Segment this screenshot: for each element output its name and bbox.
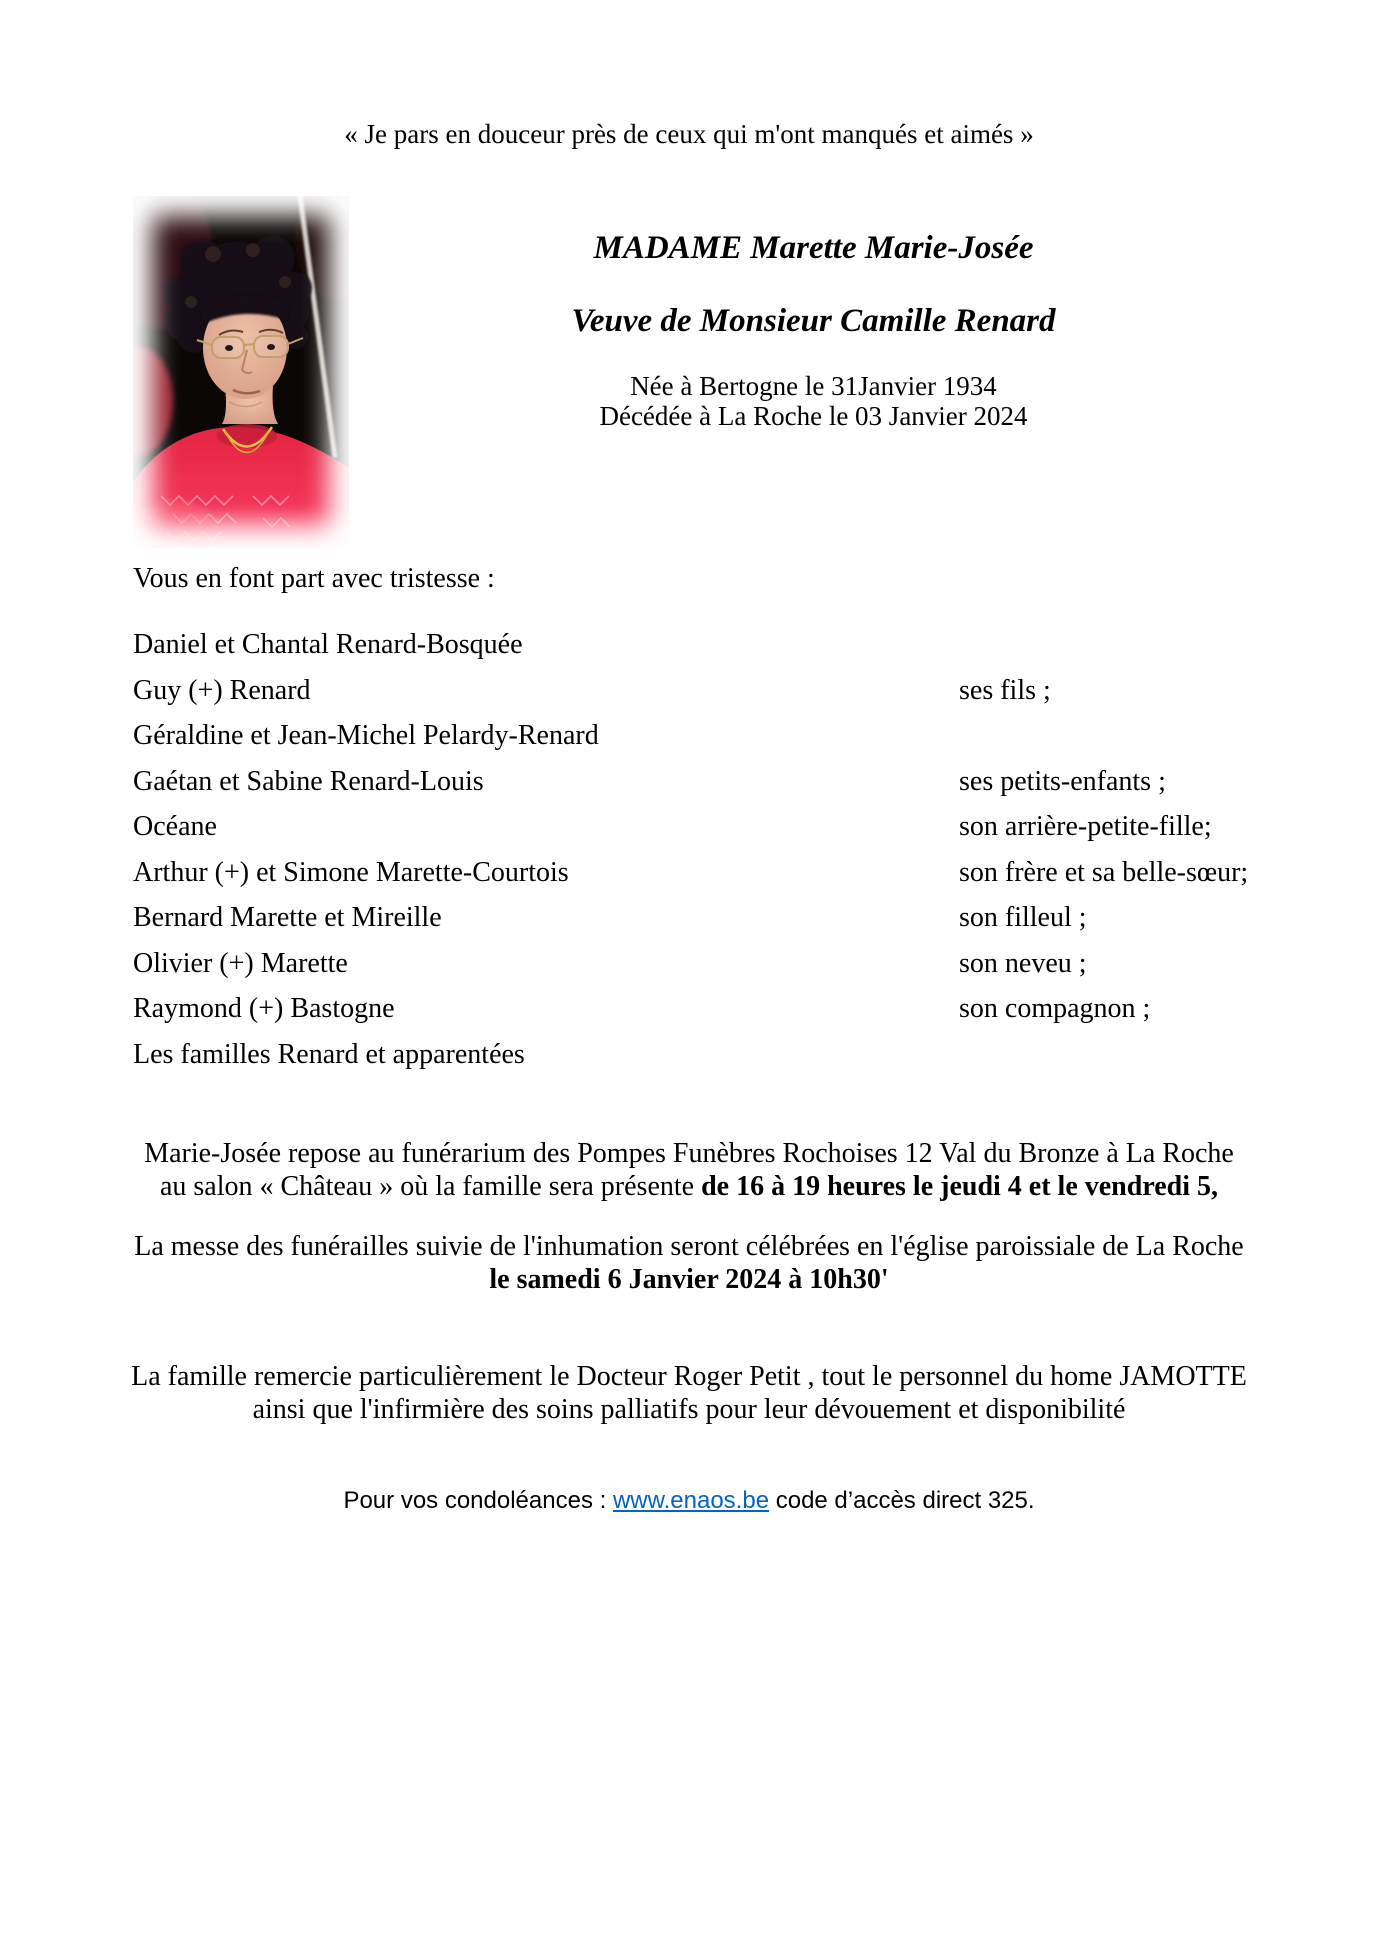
relative-row	[0, 857, 1378, 903]
deceased-name-title: MADAME Marette Marie-Josée	[593, 230, 1034, 266]
thanks-line2: ainsi que l'infirmière des soins palliatifs pour leur dévouement et disponibilité	[252, 1394, 1126, 1425]
mass-line2-bold: le samedi 6 Janvier 2024 à 10h30'	[489, 1264, 889, 1295]
relative-row	[0, 675, 1378, 721]
condolences-link[interactable]: www.enaos.be	[612, 1487, 770, 1514]
relative-relation: son neveu ;	[959, 947, 1087, 979]
relative-row	[0, 811, 1378, 857]
relative-row	[0, 766, 1378, 812]
thanks-paragraph	[55, 1360, 1323, 1426]
thanks-line1: La famille remercie particulièrement le Docteur Roger Petit , tout le personnel du home JAMOTTE	[131, 1361, 1247, 1392]
header-block	[349, 0, 1278, 460]
mass-line1: La messe des funérailles suivie de l'inhumation seront célébrées en l'église paroissiale de La Roche	[134, 1231, 1244, 1262]
relative-relation: ses petits-enfants ;	[959, 765, 1166, 797]
relative-row	[0, 1039, 1378, 1085]
relative-relation: ses fils ;	[959, 674, 1051, 706]
portrait-photo-illustration	[133, 196, 349, 548]
relative-names: Raymond (+) Bastogne	[133, 993, 395, 1024]
repose-line1: Marie-Josée repose au funérarium des Pompes Funèbres Rochoises 12 Val du Bronze à La Roche	[144, 1138, 1234, 1169]
relative-names: Géraldine et Jean-Michel Pelardy-Renard	[133, 720, 599, 751]
portrait-photo	[133, 196, 349, 548]
memorial-quote: « Je pars en douceur près de ceux qui m'ont manqués et aimés »	[344, 119, 1034, 149]
relative-names: Guy (+) Renard	[133, 674, 311, 706]
mass-paragraph	[55, 1230, 1323, 1296]
birth-death-dates	[349, 371, 1278, 431]
repose-line2-bold: de 16 à 19 heures le jeudi 4 et le vendredi 5,	[701, 1171, 1219, 1202]
relative-row	[0, 720, 1378, 766]
relative-relation: son compagnon ;	[959, 993, 1151, 1024]
birth-line: Née à Bertogne le 31Janvier 1934	[630, 371, 997, 401]
condolences-prefix: Pour vos condoléances :	[343, 1487, 613, 1514]
relative-relation: son frère et sa belle-sœur;	[959, 856, 1249, 888]
condolences-suffix: code d’accès direct 325.	[769, 1487, 1035, 1514]
relative-row	[0, 993, 1378, 1039]
death-line: Décédée à La Roche le 03 Janvier 2024	[599, 401, 1028, 431]
repose-paragraph	[55, 1137, 1323, 1203]
relative-names: Gaétan et Sabine Renard-Louis	[133, 765, 484, 797]
relative-names: Olivier (+) Marette	[133, 947, 348, 979]
relative-names: Bernard Marette et Mireille	[133, 902, 442, 933]
relative-names: Arthur (+) et Simone Marette-Courtois	[133, 856, 569, 888]
relative-names: Les familles Renard et apparentées	[133, 1038, 525, 1070]
relative-relation: son arrière-petite-fille;	[959, 811, 1212, 842]
relative-row	[0, 948, 1378, 994]
relatives-list	[0, 629, 1378, 1084]
relative-names: Daniel et Chantal Renard-Bosquée	[133, 629, 523, 660]
condolences-line	[0, 1487, 1378, 1515]
announcement-intro: Vous en font part avec tristesse :	[133, 563, 495, 594]
relative-names: Océane	[133, 811, 217, 842]
relative-relation: son filleul ;	[959, 902, 1087, 933]
relative-row	[0, 902, 1378, 948]
widow-subtitle: Veuve de Monsieur Camille Renard	[571, 303, 1056, 339]
repose-line2-normal: au salon « Château » où la famille sera présente	[159, 1171, 702, 1202]
relative-row	[0, 629, 1378, 675]
